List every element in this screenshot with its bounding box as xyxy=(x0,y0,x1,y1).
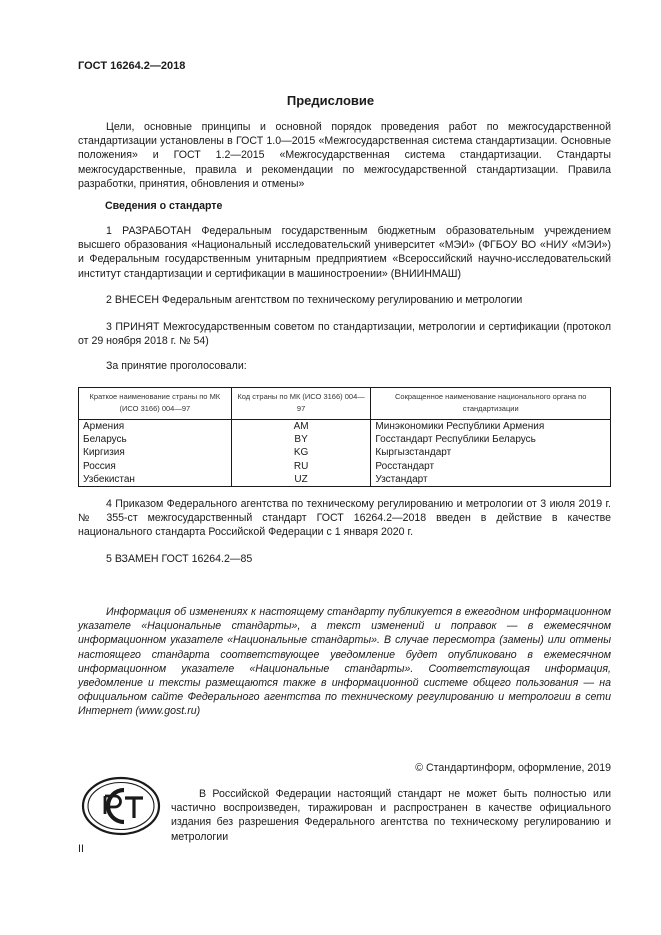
country-code: UZ xyxy=(231,473,371,487)
table-row xyxy=(79,460,611,473)
national-body: Росстандарт xyxy=(371,460,611,473)
item-1-developed-by: 1 РАЗРАБОТАН Федеральным государственным бюджетным образовательным учреждением высшего образования «Национальный исследовательский университет «МЭИ» (ФГБОУ ВО «НИУ «МЭИ») и Федеральным государственным унитарным предприятием «Всероссийский научно-исследовательский институт стандартизации и сертификации в машиностроении» (ВНИИНМАШ) xyxy=(78,225,611,280)
changes-info-notice: Информация об изменениях к настоящему стандарту публикуется в ежегодном информационном указателе «Национальные стандарты», а текст изменений и поправок — в ежемесячном информационном указателе «Национальные стандарты». В случае пересмотра (замены) или отмены настоящего стандарта соответствующее уведомление будет опубликовано в ежемесячном информационном указателе «Национальные стандарты». Соответствующая информация, уведомление и тексты размещаются также в информационной системе общего пользования — на официальном сайте Федерального агентства по техническому регулированию и метрологии в сети Интернет (www.gost.ru) xyxy=(78,606,611,718)
legal-reproduction-notice: В Российской Федерации настоящий стандарт не может быть полностью или частично воспроизведен, тиражирован и распространен в качестве официального издания без разрешения Федерального агентства по техническому регулированию и метрологии xyxy=(171,788,611,843)
voting-table-header-row xyxy=(79,388,611,420)
table-row xyxy=(79,420,611,434)
page-title: Предисловие xyxy=(286,93,375,108)
country-code: RU xyxy=(231,460,371,473)
country-name: Киргизия xyxy=(79,446,232,459)
item-5-replaces: 5 ВЗАМЕН ГОСТ 16264.2—85 xyxy=(106,553,253,565)
country-name: Армения xyxy=(79,420,232,434)
country-name: Узбекистан xyxy=(79,473,232,487)
copyright-line: © Стандартинформ, оформление, 2019 xyxy=(415,762,611,774)
table-row xyxy=(79,473,611,487)
header-country-code: Код страны по МК (ИСО 3166) 004—97 xyxy=(231,388,371,420)
country-name: Россия xyxy=(79,460,232,473)
national-body: Госстандарт Республики Беларусь xyxy=(371,433,611,446)
page-number: II xyxy=(78,843,84,855)
header-country-name: Краткое наименование страны по МК (ИСО 3166) 004—97 xyxy=(79,388,232,420)
item-4-order: 4 Приказом Федерального агентства по техническому регулированию и метрологии от 3 июля 2019 г. № 355-ст межгосударственный стандарт ГОСТ 16264.2—2018 введен в действие в качестве национального стандарта Российской Федерации с 1 января 2020 г. xyxy=(78,498,611,539)
vote-intro: За принятие проголосовали: xyxy=(106,360,247,372)
intro-paragraph: Цели, основные принципы и основной порядок проведения работ по межгосударственной стандартизации установлены в ГОСТ 1.0—2015 «Межгосударственная система стандартизации. Основные положения» и ГОСТ 1.2—2015 «Межгосударственная система стандартизации. Стандарты межгосударственные, правила и рекомендации по межгосударственной стандартизации. Правила разработки, принятия, обновления и отмены» xyxy=(78,121,611,190)
country-code: BY xyxy=(231,433,371,446)
item-2-introduced-by: 2 ВНЕСЕН Федеральным агентством по техническому регулированию и метрологии xyxy=(106,294,523,306)
gost-r-certification-mark-icon xyxy=(81,776,161,836)
header-national-body: Сокращенное наименование национального органа по стандартизации xyxy=(371,388,611,420)
country-name: Беларусь xyxy=(79,433,232,446)
country-code: AM xyxy=(231,420,371,434)
document-number-header: ГОСТ 16264.2—2018 xyxy=(78,60,186,72)
country-code: KG xyxy=(231,446,371,459)
table-row xyxy=(79,433,611,446)
section-title: Сведения о стандарте xyxy=(105,200,223,212)
table-row xyxy=(79,446,611,459)
national-body: Минэкономики Республики Армения xyxy=(371,420,611,434)
national-body: Кыргызстандарт xyxy=(371,446,611,459)
voting-table xyxy=(78,387,611,487)
item-3-adopted-by: 3 ПРИНЯТ Межгосударственным советом по стандартизации, метрологии и сертификации (протокол от 29 ноября 2018 г. № 54) xyxy=(78,321,611,348)
national-body: Узстандарт xyxy=(371,473,611,487)
